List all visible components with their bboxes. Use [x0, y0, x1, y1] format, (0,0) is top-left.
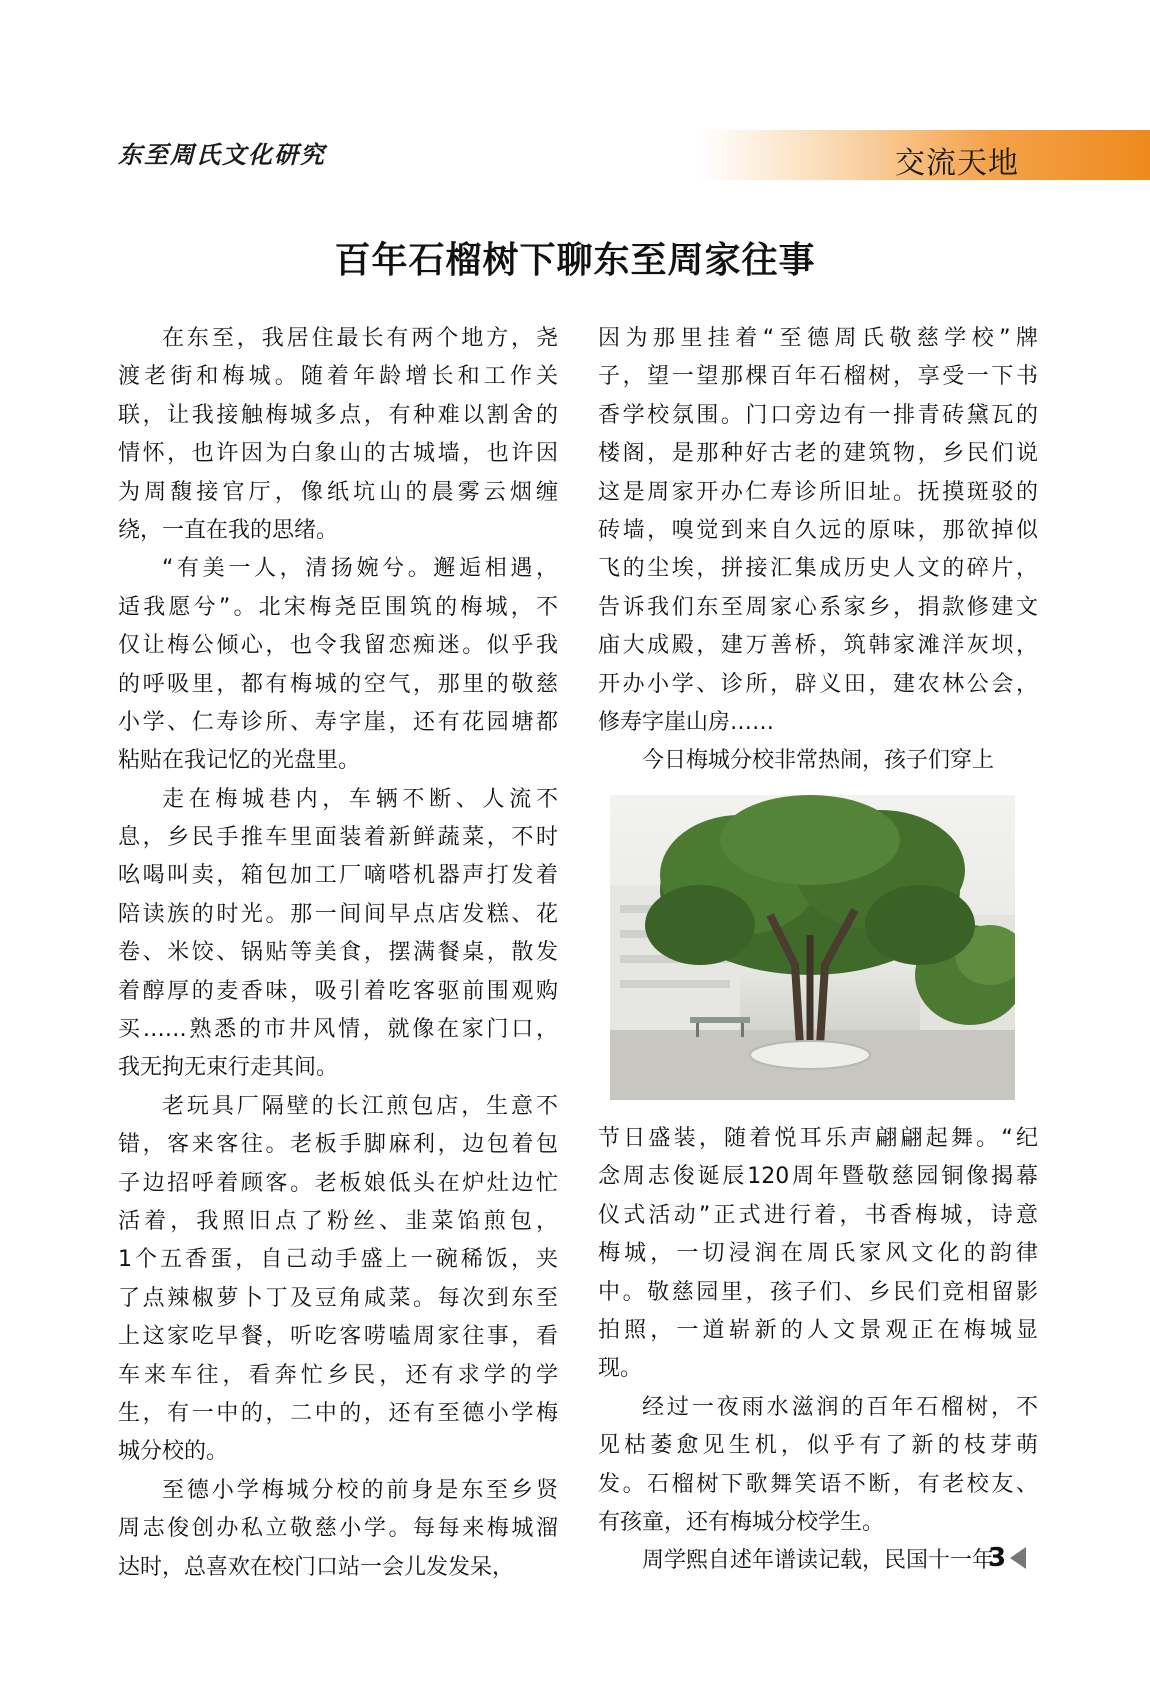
text-line: 砖墙，嗅觉到来自久远的原味，那欲掉似 [598, 517, 1038, 543]
text-line: 见枯萎愈见生机，似乎有了新的枝芽萌 [598, 1433, 1038, 1459]
text-line: 庙大成殿，建万善桥，筑韩家滩洋灰坝， [598, 633, 1038, 659]
page-number: 3 [988, 1543, 1007, 1573]
text-line: 仅让梅公倾心，也令我留恋痴迷。似乎我 [118, 633, 558, 659]
text-line: 告诉我们东至周家心系家乡，捐款修建文 [598, 594, 1038, 620]
text-line: 中。敬慈园里，孩子们、乡民们竞相留影 [598, 1279, 1038, 1305]
text-line: 节日盛装，随着悦耳乐声翩翩起舞。“纪 [598, 1126, 1038, 1151]
text-line: 情怀，也许因为白象山的古城墙，也许因 [118, 441, 558, 467]
text-line: 生，有一中的，二中的，还有至德小学梅 [118, 1400, 558, 1426]
text-line: 陪读族的时光。那一间间早点店发糕、花 [118, 901, 558, 927]
text-line: 楼阁，是那种好古老的建筑物，乡民们说 [598, 441, 1038, 467]
tree-photo-illustration [610, 795, 1015, 1100]
text-line: 老玩具厂隔壁的长江煎包店，生意不 [162, 1093, 558, 1119]
text-line: 买……熟悉的市井风情，就像在家门口， [118, 1017, 558, 1043]
text-line: 发。石榴树下歌舞笑语不断，有老校友、 [598, 1471, 1038, 1497]
text-line: 上这家吃早餐，听吃客唠嗑周家往事，看 [118, 1324, 558, 1350]
text-line: 有孩童，还有梅城分校学生。 [598, 1509, 885, 1535]
text-line: 了点辣椒萝卜丁及豆角咸菜。每次到东至 [118, 1285, 558, 1311]
text-line: 念周志俊诞辰120周年暨敬慈园铜像揭幕 [598, 1164, 1038, 1190]
text-line: 子边招呼着顾客。老板娘低头在炉灶边忙 [118, 1170, 558, 1196]
text-line: 周志俊创办私立敬慈小学。每每来梅城溜 [118, 1516, 558, 1542]
journal-name: 东至周氏文化研究 [118, 140, 326, 169]
text-line: 在东至，我居住最长有两个地方，尧 [162, 326, 558, 351]
text-line: 香学校氛围。门口旁边有一排青砖黛瓦的 [598, 402, 1038, 428]
right-column-top [598, 320, 1038, 781]
text-line: 1个五香蛋，自己动手盛上一碗稀饭，夹 [118, 1247, 558, 1273]
left-column [118, 320, 558, 1587]
text-line: 拍照，一道崭新的人文景观正在梅城显 [598, 1317, 1038, 1343]
text-line: 经过一夜雨水滋润的百年石榴树，不 [642, 1394, 1038, 1420]
text-line: 活着，我照旧点了粉丝、韭菜馅煎包， [118, 1208, 558, 1234]
text-line: 吆喝叫卖，箱包加工厂嘀嗒机器声打发着 [118, 863, 558, 889]
text-line: 达时，总喜欢在校门口站一会儿发发呆， [118, 1554, 515, 1580]
text-line: 今日梅城分校非常热闹，孩子们穿上 [642, 748, 995, 774]
page-arrow-icon [1010, 1547, 1026, 1569]
text-line: 这是周家开办仁寿诊所旧址。抚摸斑驳的 [598, 479, 1038, 505]
text-line: 至德小学梅城分校的前身是东至乡贤 [162, 1477, 558, 1503]
text-line: 渡老街和梅城。随着年龄增长和工作关 [118, 364, 558, 390]
right-column-bottom [598, 1120, 1038, 1581]
text-line: 着醇厚的麦香味，吸引着吃客驱前围观购 [118, 978, 558, 1004]
text-line: 因为那里挂着“至德周氏敬慈学校”牌 [598, 326, 1038, 351]
text-line: 梅城，一切浸润在周氏家风文化的韵律 [598, 1241, 1038, 1267]
text-line: 小学、仁寿诊所、寿字崖，还有花园塘都 [118, 709, 558, 735]
text-line: 周学熙自述年谱读记载，民国十一年 [642, 1548, 995, 1574]
section-banner [700, 130, 1150, 180]
section-name: 交流天地 [895, 146, 1019, 181]
text-line: 的呼吸里，都有梅城的空气，那里的敬慈 [118, 671, 558, 697]
text-line: 绕，一直在我的思绪。 [118, 517, 339, 543]
text-line: “有美一人，清扬婉兮。邂逅相遇， [162, 556, 558, 582]
pomegranate-tree-photo [610, 795, 1015, 1100]
text-line: 我无拘无束行走其间。 [118, 1055, 339, 1081]
text-line: 为周馥接官厅，像纸坑山的晨雾云烟缠 [118, 479, 558, 505]
text-line: 仪式活动”正式进行着，书香梅城，诗意 [598, 1202, 1038, 1228]
article-title: 百年石榴树下聊东至周家往事 [334, 239, 816, 281]
text-line: 粘贴在我记忆的光盘里。 [118, 748, 361, 774]
text-line: 卷、米饺、锅贴等美食，摆满餐桌，散发 [118, 940, 558, 966]
text-line: 城分校的。 [118, 1439, 229, 1465]
text-line: 息，乡民手推车里面装着新鲜蔬菜，不时 [118, 825, 558, 851]
text-line: 现。 [598, 1356, 643, 1382]
text-line: 错，客来客往。老板手脚麻利，边包着包 [118, 1132, 558, 1158]
text-line: 修寿字崖山房…… [598, 709, 775, 735]
text-line: 飞的尘埃，拼接汇集成历史人文的碎片， [598, 556, 1038, 582]
text-line: 走在梅城巷内，车辆不断、人流不 [162, 786, 558, 812]
text-line: 开办小学、诊所，辟义田，建农林公会， [598, 671, 1038, 697]
text-line: 适我愿兮”。北宋梅尧臣围筑的梅城，不 [118, 594, 558, 620]
text-line: 车来车往，看奔忙乡民，还有求学的学 [118, 1362, 558, 1388]
text-line: 联，让我接触梅城多点，有种难以割舍的 [118, 402, 558, 428]
text-line: 子，望一望那棵百年石榴树，享受一下书 [598, 364, 1038, 390]
